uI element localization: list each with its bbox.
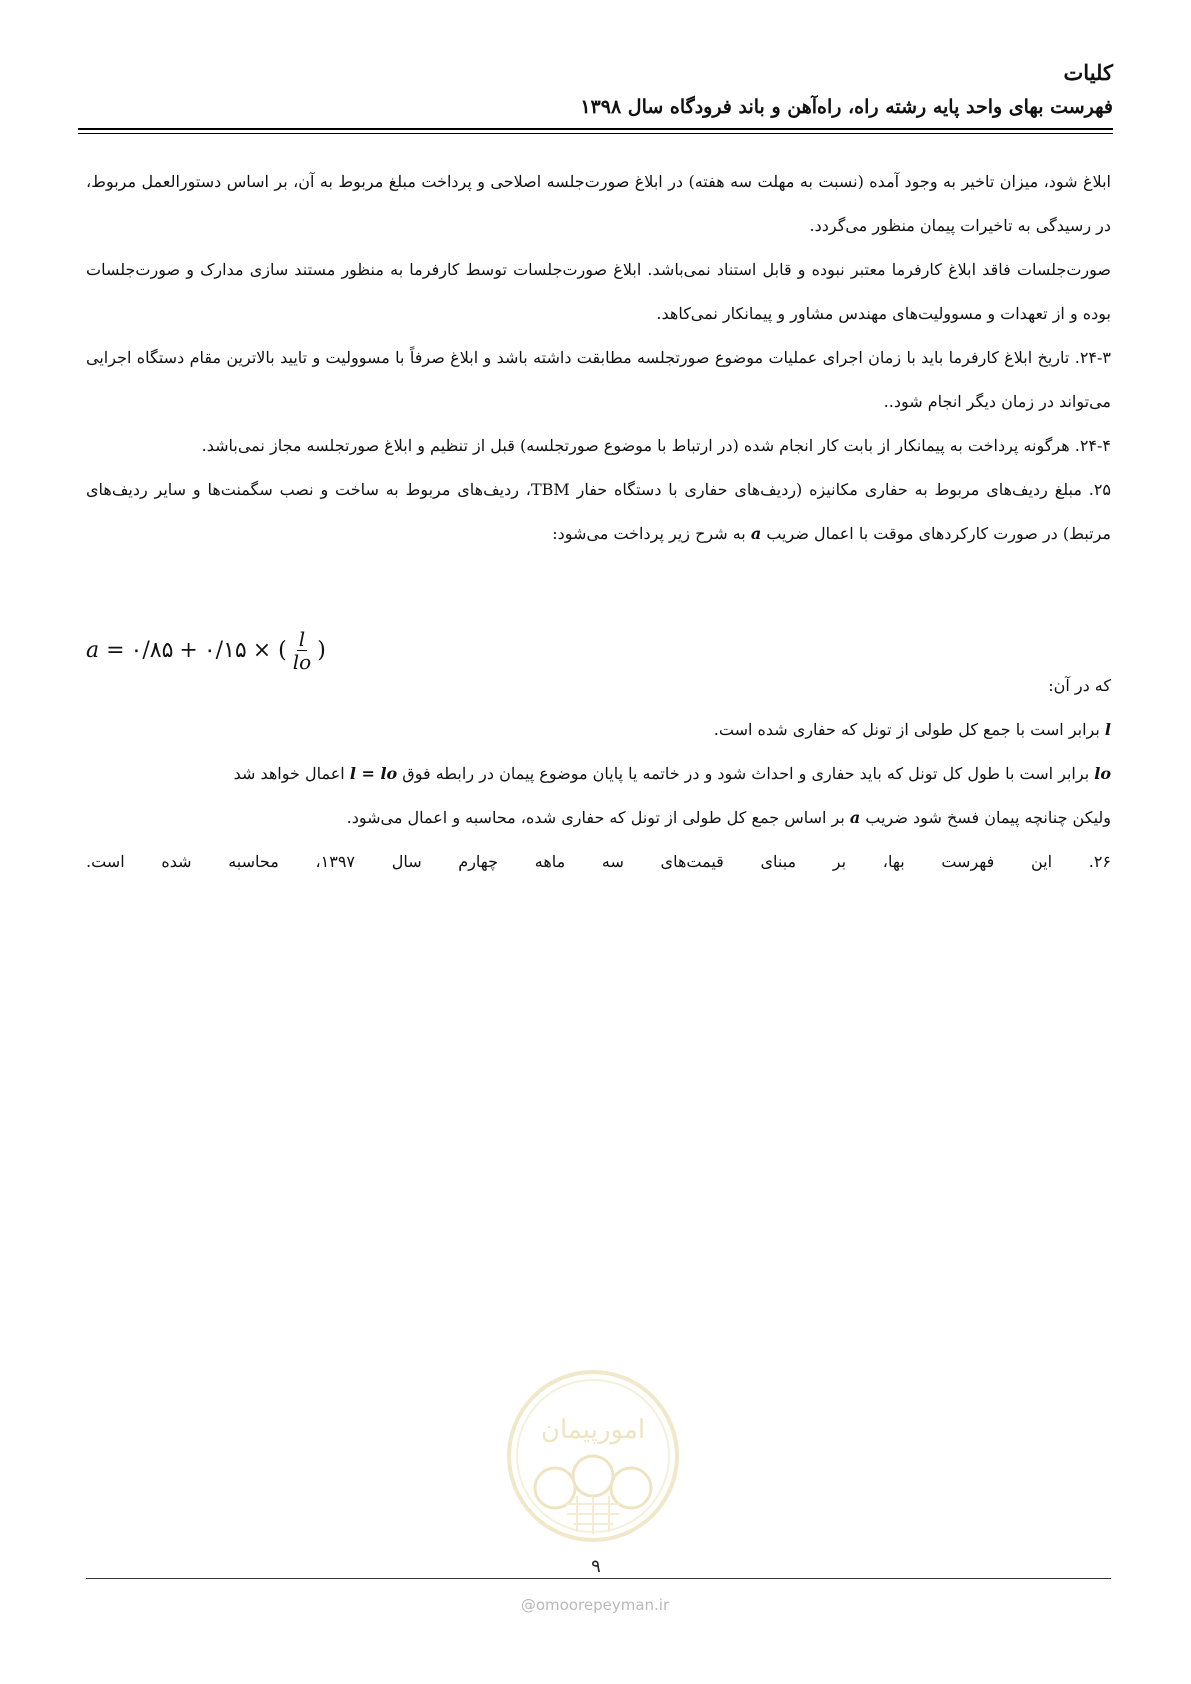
header-rule-thick xyxy=(78,128,1113,130)
header-title: کلیات xyxy=(1063,60,1113,85)
formula-denominator: lo xyxy=(292,650,312,674)
definition-lo-text-b: اعمال خواهد شد xyxy=(233,764,345,783)
termination-text-a: ولیکن چنانچه پیمان فسخ شود ضریب xyxy=(865,808,1111,827)
footer-rule xyxy=(86,1578,1111,1579)
formula-times: × ( xyxy=(252,638,287,663)
paragraph-25 xyxy=(86,468,1111,556)
formula-fraction xyxy=(293,628,311,673)
paragraph-24-4: ۲۴-۴. هرگونه پرداخت به پیمانکار از بابت کار انجام شده (در ارتباط با موضوع صورتجلسه) قبل از تنظیم و ابلاغ صورتجلسه مجاز نمی‌باشد. xyxy=(201,436,1111,455)
watermark-seal-icon xyxy=(505,1368,681,1544)
math-l-equals-lo: l = lo xyxy=(349,764,398,783)
formula-close: ) xyxy=(317,638,326,663)
seal-text: امورپیمان xyxy=(540,1415,646,1445)
math-var-lo: lo xyxy=(1094,764,1111,783)
formula-constant-1: ۰/۸۵ xyxy=(130,638,174,663)
paragraph-where: که در آن: xyxy=(1048,676,1111,695)
definition-l-text: برابر است با جمع کل طولی از تونل که حفاری شده است. xyxy=(713,720,1100,739)
math-var-a: a xyxy=(750,524,762,543)
paragraph-delay: ابلاغ شود، میزان تاخیر به وجود آمده (نسبت به مهلت سه هفته) در ابلاغ صورت‌جلسه اصلاحی و پرداخت مبلغ مربوط به آن، بر اساس دستورالعمل مربوط، در رسیدگی به تاخیرات پیمان منظور می‌گردد. xyxy=(86,172,1111,235)
math-var-a-2: a xyxy=(849,808,861,827)
definition-lo xyxy=(86,752,1111,796)
header-rule-thin xyxy=(78,133,1113,134)
paragraph-25-text-a: ۲۵. مبلغ ردیف‌های مربوط به حفاری مکانیزه (ردیف‌های حفاری با دستگاه حفار TBM، ردیف‌های مربوط به ساخت و نصب سگمنت‌ها و سایر ردیف‌های مرتبط) در صورت کارکردهای موقت با اعمال ضریب xyxy=(86,480,1112,543)
definition-lo-text-a: برابر است با طول کل تونل که باید حفاری و احداث شود و در خاتمه یا پایان موضوع پیمان در رابطه فوق xyxy=(402,764,1090,783)
formula-lhs: a = xyxy=(86,638,125,663)
math-var-l: l xyxy=(1104,720,1111,739)
document-body xyxy=(86,160,1111,884)
paragraph-termination xyxy=(86,796,1111,840)
definition-l xyxy=(86,708,1111,752)
formula-numerator: l xyxy=(298,627,306,651)
paragraph-minutes-validity: صورت‌جلسات فاقد ابلاغ کارفرما معتبر نبوده و قابل استناد نمی‌باشد. ابلاغ صورت‌جلسات توسط کارفرما به منظور مستند سازی مدارک و صورت‌جلسات بوده و از تعهدات و مسوولیت‌های مهندس مشاور و پیمانکار نمی‌کاهد. xyxy=(86,260,1112,323)
page-number: ۹ xyxy=(591,1556,601,1577)
paragraph-24-3: ۲۴-۳. تاریخ ابلاغ کارفرما باید با زمان اجرای عملیات موضوع صورتجلسه مطابقت داشته باشد و ابلاغ صرفاً با مسوولیت و تایید بالاترین مقام دستگاه اجرایی می‌تواند در زمان دیگر انجام شود.. xyxy=(86,348,1111,411)
paragraph-26: ۲۶. این فهرست بها، بر مبنای قیمت‌های سه ماهه چهارم سال ۱۳۹۷، محاسبه شده است. xyxy=(86,852,1112,871)
header-subtitle: فهرست بهای واحد پایه رشته راه، راه‌آهن و باند فرودگاه سال ۱۳۹۸ xyxy=(580,96,1113,118)
formula-constant-2: ۰/۱۵ xyxy=(203,638,247,663)
page-header xyxy=(78,58,1113,122)
coefficient-formula xyxy=(86,628,326,673)
paragraph-25-text-b: به شرح زیر پرداخت می‌شود: xyxy=(552,524,746,543)
formula-plus: + xyxy=(179,638,198,663)
footer-url: @omoorepeyman.ir xyxy=(520,1596,670,1614)
termination-text-b: بر اساس جمع کل طولی از تونل که حفاری شده، محاسبه و اعمال می‌شود. xyxy=(346,808,845,827)
